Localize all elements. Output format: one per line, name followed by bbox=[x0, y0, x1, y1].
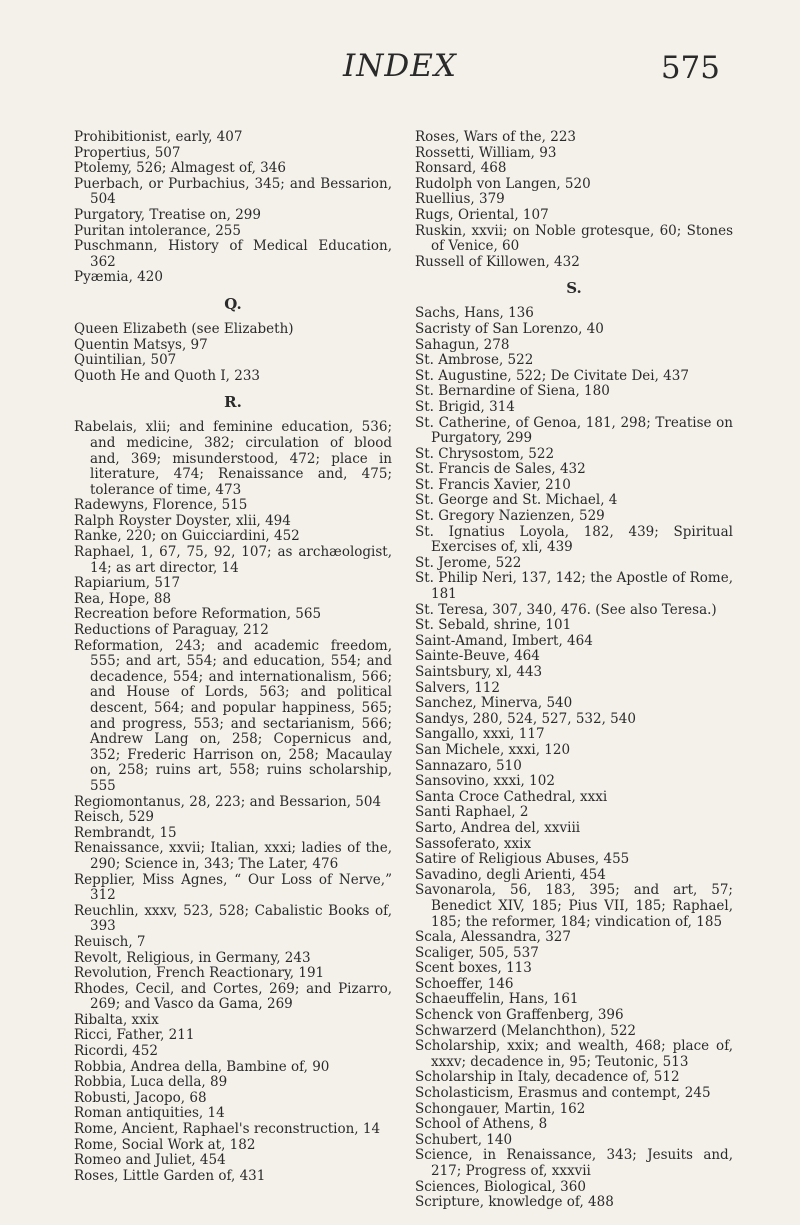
index-entry: Sarto, Andrea del, xxviii bbox=[415, 819, 581, 836]
index-entry: St. Gregory Nazienzen, 529 bbox=[415, 508, 605, 525]
index-entry: Prohibitionist, early, 407 bbox=[74, 129, 243, 145]
index-entry: Puerbach, or Purbachius, 345; and Bessarion, 504 bbox=[74, 175, 392, 208]
index-entry: Ronsard, 468 bbox=[415, 160, 507, 177]
index-entry: Repplier, Miss Agnes, “ Our Loss of Nerve,” 312 bbox=[74, 871, 392, 904]
index-entry: Rugs, Oriental, 107 bbox=[415, 206, 549, 223]
index-entry: Science, in Renaissance, 343; Jesuits and, 217; Progress of, xxxvii bbox=[415, 1147, 733, 1179]
index-entry: Scent boxes, 113 bbox=[415, 960, 532, 977]
index-entry: Reuisch, 7 bbox=[74, 933, 146, 950]
index-entry: Pyæmia, 420 bbox=[74, 269, 163, 286]
index-entry: Recreation before Reformation, 565 bbox=[74, 606, 322, 623]
index-entry: St. Chrysostom, 522 bbox=[415, 445, 555, 462]
left-column bbox=[74, 130, 392, 1184]
index-entry: Ruskin, xxvii; on Noble grotesque, 60; Stones of Venice, 60 bbox=[415, 222, 733, 255]
right-column bbox=[415, 130, 733, 1211]
index-entry: Schongauer, Martin, 162 bbox=[415, 1100, 586, 1117]
index-entry: St. Augustine, 522; De Civitate Dei, 437 bbox=[415, 367, 689, 384]
index-entry: Revolution, French Reactionary, 191 bbox=[74, 965, 325, 982]
index-entry: Romeo and Juliet, 454 bbox=[74, 1152, 226, 1169]
index-entry: Raphael, 1, 67, 75, 92, 107; as archæologist, 14; as art director, 14 bbox=[74, 544, 392, 576]
index-entry: Roses, Little Garden of, 431 bbox=[74, 1167, 266, 1184]
index-entry: Savadino, degli Arienti, 454 bbox=[415, 866, 606, 883]
index-entry: Robusti, Jacopo, 68 bbox=[74, 1089, 207, 1106]
index-entry: Quentin Matsys, 97 bbox=[74, 336, 208, 353]
index-entry: Purgatory, Treatise on, 299 bbox=[74, 206, 261, 223]
index-entry: Sachs, Hans, 136 bbox=[415, 305, 534, 322]
section-letter: R. bbox=[224, 393, 242, 412]
index-entry: School of Athens, 8 bbox=[415, 1116, 548, 1133]
section-letter: Q. bbox=[224, 294, 242, 313]
index-entry: Rossetti, William, 93 bbox=[415, 144, 557, 161]
index-entry: Puritan intolerance, 255 bbox=[74, 222, 241, 239]
index-entry: Scala, Alessandra, 327 bbox=[415, 929, 571, 946]
index-entry: Scholarship, xxix; and wealth, 468; place of, xxxv; decadence in, 95; Teutonic, 513 bbox=[415, 1038, 733, 1070]
index-entry: St. George and St. Michael, 4 bbox=[415, 492, 618, 509]
index-entry: Santi Raphael, 2 bbox=[415, 804, 529, 821]
index-entry: Savonarola, 56, 183, 395; and art, 57; Benedict XIV, 185; Pius VII, 185; Raphael, 185; the reformer, 184; vindication of, 185 bbox=[415, 882, 733, 930]
index-entry: St. Bernardine of Siena, 180 bbox=[415, 383, 610, 400]
index-entry: Sciences, Biological, 360 bbox=[415, 1178, 586, 1195]
index-entry: Ricci, Father, 211 bbox=[74, 1027, 195, 1044]
index-entry: Rapiarium, 517 bbox=[74, 575, 181, 592]
index-entry: St. Philip Neri, 137, 142; the Apostle of Rome, 181 bbox=[415, 570, 733, 603]
index-entry: Puschmann, History of Medical Education, 362 bbox=[74, 238, 392, 270]
index-entry: Quintilian, 507 bbox=[74, 352, 177, 369]
index-entry: Sanchez, Minerva, 540 bbox=[415, 695, 573, 712]
index-entry: Rembrandt, 15 bbox=[74, 824, 177, 841]
index-entry: Rudolph von Langen, 520 bbox=[415, 175, 591, 192]
section-letter: S. bbox=[566, 279, 582, 298]
index-entry: Satire of Religious Abuses, 455 bbox=[415, 851, 630, 868]
index-entry: St. Brigid, 314 bbox=[415, 398, 515, 415]
index-entry: Sassoferato, xxix bbox=[415, 835, 532, 852]
index-entry: Rea, Hope, 88 bbox=[74, 590, 172, 607]
index-entry: Ruellius, 379 bbox=[415, 191, 505, 208]
index-entry: Queen Elizabeth (see Elizabeth) bbox=[74, 320, 294, 337]
index-entry: Rhodes, Cecil, and Cortes, 269; and Pizarro, 269; and Vasco da Gama, 269 bbox=[74, 980, 392, 1013]
index-entry: Robbia, Andrea della, Bambine of, 90 bbox=[74, 1058, 330, 1075]
index-entry: St. Sebald, shrine, 101 bbox=[415, 617, 572, 634]
index-entry: Sannazaro, 510 bbox=[415, 757, 522, 774]
index-entry: Salvers, 112 bbox=[415, 679, 500, 696]
index-entry: Schwarzerd (Melanchthon), 522 bbox=[415, 1022, 637, 1039]
index-entry: Saintsbury, xl, 443 bbox=[415, 664, 543, 680]
index-entry: Russell of Killowen, 432 bbox=[415, 253, 580, 270]
index-entry: St. Francis Xavier, 210 bbox=[415, 476, 571, 493]
index-entry: Santa Croce Cathedral, xxxi bbox=[415, 788, 608, 805]
index-entry: Revolt, Religious, in Germany, 243 bbox=[74, 949, 311, 966]
index-entry: Sainte-Beuve, 464 bbox=[415, 648, 540, 665]
index-entry: Ralph Royster Doyster, xlii, 494 bbox=[74, 512, 291, 529]
index-entry: Ricordi, 452 bbox=[74, 1043, 158, 1060]
index-entry: Schenck von Graffenberg, 396 bbox=[415, 1007, 624, 1024]
index-entry: Regiomontanus, 28, 223; and Bessarion, 504 bbox=[74, 793, 382, 810]
index-entry: Scholarship in Italy, decadence of, 512 bbox=[415, 1069, 680, 1086]
index-entry: Renaissance, xxvii; Italian, xxxi; ladies of the, 290; Science in, 343; The Later, 476 bbox=[74, 840, 392, 872]
index-entry: Sahagun, 278 bbox=[415, 336, 510, 353]
index-entry: Robbia, Luca della, 89 bbox=[74, 1074, 228, 1091]
index-entry: St. Ignatius Loyola, 182, 439; Spiritual Exercises of, xli, 439 bbox=[415, 523, 733, 556]
index-entry: Rome, Ancient, Raphael's reconstruction, 14 bbox=[74, 1121, 381, 1138]
index-entry: Scholasticism, Erasmus and contempt, 245 bbox=[415, 1085, 711, 1102]
index-entry: Reuchlin, xxxv, 523, 528; Cabalistic Books of, 393 bbox=[74, 902, 392, 935]
index-entry: Reisch, 529 bbox=[74, 809, 155, 826]
index-entry: Roses, Wars of the, 223 bbox=[415, 129, 577, 145]
index-entry: Radewyns, Florence, 515 bbox=[74, 497, 248, 514]
index-entry: Rome, Social Work at, 182 bbox=[74, 1136, 256, 1153]
index-entry: Roman antiquities, 14 bbox=[74, 1105, 225, 1122]
index-entry: Sandys, 280, 524, 527, 532, 540 bbox=[415, 710, 636, 727]
index-entry: Reductions of Paraguay, 212 bbox=[74, 622, 269, 639]
index-entry: San Michele, xxxi, 120 bbox=[415, 741, 571, 758]
index-entry: Rabelais, xlii; and feminine education, 536; and medicine, 382; circulation of blood and, 369; misunderstood, 472; place in literature, 474; Renaissance and, 475; tolerance of time, 473 bbox=[74, 419, 392, 498]
index-entry: Propertius, 507 bbox=[74, 144, 181, 161]
index-entry: Schoeffer, 146 bbox=[415, 975, 514, 992]
index-entry: Ribalta, xxix bbox=[74, 1011, 159, 1028]
page-number: 575 bbox=[660, 50, 720, 86]
index-entry: St. Ambrose, 522 bbox=[415, 352, 534, 369]
index-entry: Schubert, 140 bbox=[415, 1131, 513, 1148]
index-entry: St. Catherine, of Genoa, 181, 298; Treatise on Purgatory, 299 bbox=[415, 414, 733, 447]
page-title: INDEX bbox=[343, 48, 457, 84]
index-entry: Sacristy of San Lorenzo, 40 bbox=[415, 320, 604, 337]
index-entry: Ranke, 220; on Guicciardini, 452 bbox=[74, 528, 300, 545]
index-entry: Quoth He and Quoth I, 233 bbox=[74, 367, 261, 384]
index-entry: Scripture, knowledge of, 488 bbox=[415, 1194, 614, 1211]
index-entry: Saint-Amand, Imbert, 464 bbox=[415, 632, 593, 649]
index-entry: St. Teresa, 307, 340, 476. (See also Teresa.) bbox=[415, 601, 717, 618]
index-entry: Sangallo, xxxi, 117 bbox=[415, 726, 545, 743]
index-entry: Ptolemy, 526; Almagest of, 346 bbox=[74, 160, 286, 177]
index-entry: St. Jerome, 522 bbox=[415, 554, 522, 571]
page-header bbox=[0, 48, 800, 88]
index-entry: Schaeuffelin, Hans, 161 bbox=[415, 991, 579, 1008]
index-entry: Sansovino, xxxi, 102 bbox=[415, 773, 555, 790]
index-entry: St. Francis de Sales, 432 bbox=[415, 461, 586, 478]
index-entry: Scaliger, 505, 537 bbox=[415, 944, 539, 961]
index-entry: Reformation, 243; and academic freedom, 555; and art, 554; and education, 554; and decadence, 554; and internationalism, 566; and House of Lords, 563; and political descent, 564; and popular happiness, 565; and progress, 553; and sectarianism, 566; Andrew Lang on, 258; Copernicus and, 352; Frederic Harrison on, 258; Macaulay on, 258; ruins art, 558; ruins scholarship, 555 bbox=[74, 637, 392, 794]
